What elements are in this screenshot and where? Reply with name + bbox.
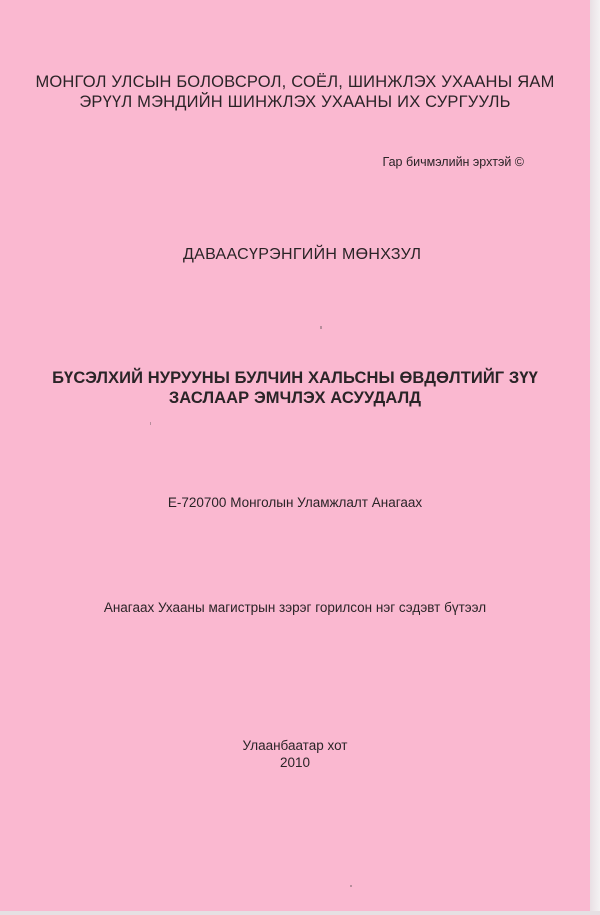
university-name: ЭРҮҮЛ МЭНДИЙН ШИНЖЛЭХ УХААНЫ ИХ СУРГУУЛЬ [79,93,511,111]
copyright-notice: Гар бичмэлийн эрхтэй © [382,155,524,169]
paper-speck [350,885,352,887]
publication-year: 2010 [279,755,311,770]
author-name: ДАВААСҮРЭНГИЙН МӨНХЗУЛ [183,246,422,263]
thesis-title-line-1: БҮСЭЛХИЙ НУРУУНЫ БУЛЧИН ХАЛЬСНЫ ӨВДӨЛТИЙГ ЗҮҮ [52,369,538,387]
page-bottom-edge [0,911,600,915]
city-name: Улаанбаатар хот [242,738,348,753]
page-edge [590,0,600,915]
ministry-name: МОНГОЛ УЛСЫН БОЛОВСРОЛ, СОЁЛ, ШИНЖЛЭХ УХААНЫ ЯАМ [35,73,555,91]
paper-speck [320,326,322,329]
thesis-title-line-2: ЗАСЛААР ЭМЧЛЭХ АСУУДАЛД [168,389,422,407]
paper-speck [150,422,151,425]
degree-statement: Анагаах Ухааны магистрын зэрэг горилсон нэг сэдэвт бүтээл [103,600,487,615]
specialty-code: Е-720700 Монголын Уламжлалт Анагаах [167,495,423,510]
